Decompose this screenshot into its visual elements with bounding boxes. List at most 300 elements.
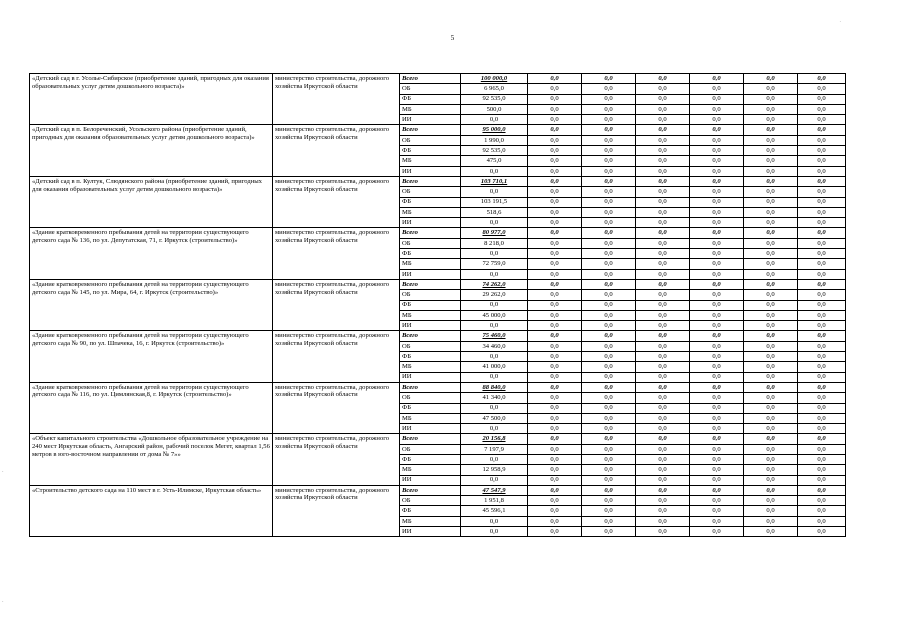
- amount-cell: 0,0: [798, 176, 846, 186]
- amount-cell: 0,0: [744, 393, 798, 403]
- amount-cell: 0,0: [461, 475, 528, 485]
- amount-cell: 0,0: [744, 475, 798, 485]
- amount-cell: 0,0: [690, 84, 744, 94]
- amount-cell: 0,0: [528, 321, 582, 331]
- amount-cell: 0,0: [690, 197, 744, 207]
- amount-cell: 0,0: [528, 352, 582, 362]
- amount-cell: 0,0: [528, 465, 582, 475]
- amount-cell: 0,0: [582, 279, 636, 289]
- amount-cell: 0,0: [798, 413, 846, 423]
- amount-cell: 0,0: [528, 279, 582, 289]
- amount-cell: 0,0: [798, 74, 846, 84]
- amount-cell: 0,0: [690, 527, 744, 537]
- amount-cell: 475,0: [461, 156, 528, 166]
- amount-cell: 0,0: [690, 393, 744, 403]
- amount-cell: 0,0: [744, 413, 798, 423]
- amount-cell: 0,0: [798, 516, 846, 526]
- table-row: [30, 382, 846, 392]
- amount-cell: 0,0: [798, 454, 846, 464]
- amount-cell: 0,0: [744, 187, 798, 197]
- amount-cell: 0,0: [744, 434, 798, 444]
- amount-cell: 0,0: [798, 506, 846, 516]
- amount-cell: 0,0: [798, 104, 846, 114]
- amount-cell: 0,0: [744, 74, 798, 84]
- amount-cell: 0,0: [690, 207, 744, 217]
- amount-cell: 0,0: [636, 506, 690, 516]
- amount-cell: 0,0: [690, 516, 744, 526]
- amount-cell: 8 218,0: [461, 238, 528, 248]
- amount-cell: 0,0: [690, 104, 744, 114]
- amount-cell: 0,0: [528, 84, 582, 94]
- amount-cell: 0,0: [636, 238, 690, 248]
- amount-cell: 0,0: [582, 187, 636, 197]
- amount-cell: 0,0: [636, 156, 690, 166]
- funding-source-cell: Всего: [400, 382, 461, 392]
- funding-table-body: [30, 74, 846, 537]
- amount-cell: 0,0: [690, 300, 744, 310]
- amount-cell: 0,0: [690, 424, 744, 434]
- amount-cell: 0,0: [582, 135, 636, 145]
- scan-mark: ·: [2, 470, 4, 475]
- amount-cell: 95 000,0: [461, 125, 528, 135]
- amount-cell: 0,0: [636, 84, 690, 94]
- amount-cell: 80 977,0: [461, 228, 528, 238]
- amount-cell: 0,0: [636, 413, 690, 423]
- amount-cell: 0,0: [582, 382, 636, 392]
- amount-cell: 0,0: [744, 382, 798, 392]
- amount-cell: 92 535,0: [461, 146, 528, 156]
- table-row: [30, 485, 846, 495]
- amount-cell: 0,0: [744, 454, 798, 464]
- amount-cell: 0,0: [636, 146, 690, 156]
- amount-cell: 0,0: [744, 146, 798, 156]
- amount-cell: 0,0: [690, 74, 744, 84]
- amount-cell: 0,0: [461, 166, 528, 176]
- amount-cell: 0,0: [798, 393, 846, 403]
- amount-cell: 0,0: [798, 434, 846, 444]
- amount-cell: 0,0: [636, 104, 690, 114]
- amount-cell: 0,0: [582, 166, 636, 176]
- amount-cell: 0,0: [582, 84, 636, 94]
- amount-cell: 1 951,8: [461, 496, 528, 506]
- amount-cell: 0,0: [798, 362, 846, 372]
- amount-cell: 0,0: [528, 135, 582, 145]
- funding-source-cell: Всего: [400, 176, 461, 186]
- amount-cell: 0,0: [744, 372, 798, 382]
- amount-cell: 0,0: [690, 362, 744, 372]
- amount-cell: 0,0: [582, 403, 636, 413]
- amount-cell: 0,0: [690, 382, 744, 392]
- amount-cell: 6 965,0: [461, 84, 528, 94]
- amount-cell: 0,0: [528, 94, 582, 104]
- amount-cell: 0,0: [636, 310, 690, 320]
- amount-cell: 0,0: [798, 465, 846, 475]
- amount-cell: 0,0: [798, 527, 846, 537]
- funding-source-cell: Всего: [400, 485, 461, 495]
- amount-cell: 0,0: [582, 74, 636, 84]
- amount-cell: 0,0: [461, 352, 528, 362]
- amount-cell: 0,0: [690, 475, 744, 485]
- amount-cell: 0,0: [744, 362, 798, 372]
- amount-cell: 500,0: [461, 104, 528, 114]
- amount-cell: 0,0: [690, 485, 744, 495]
- amount-cell: 0,0: [798, 228, 846, 238]
- amount-cell: 0,0: [636, 135, 690, 145]
- funding-source-cell: ФБ: [400, 197, 461, 207]
- object-name-cell: «Строительство детского сада на 110 мест в г. Усть-Илимске, Иркутская область»: [30, 485, 273, 536]
- amount-cell: 0,0: [528, 516, 582, 526]
- amount-cell: 0,0: [690, 372, 744, 382]
- amount-cell: 0,0: [690, 465, 744, 475]
- funding-source-cell: ОБ: [400, 290, 461, 300]
- amount-cell: 0,0: [744, 269, 798, 279]
- funding-source-cell: ФБ: [400, 403, 461, 413]
- scan-mark: ·: [839, 20, 841, 25]
- amount-cell: 0,0: [582, 516, 636, 526]
- funding-source-cell: ФБ: [400, 352, 461, 362]
- table-row: [30, 331, 846, 341]
- amount-cell: 0,0: [744, 125, 798, 135]
- amount-cell: 0,0: [582, 115, 636, 125]
- amount-cell: 0,0: [461, 454, 528, 464]
- responsible-cell: министерство строительства, дорожного хозяйства Иркутской области: [273, 434, 400, 485]
- amount-cell: 0,0: [636, 403, 690, 413]
- scan-mark: ·: [2, 600, 4, 605]
- amount-cell: 0,0: [528, 300, 582, 310]
- amount-cell: 0,0: [798, 115, 846, 125]
- amount-cell: 0,0: [528, 197, 582, 207]
- amount-cell: 0,0: [636, 341, 690, 351]
- amount-cell: 0,0: [690, 187, 744, 197]
- amount-cell: 0,0: [461, 249, 528, 259]
- amount-cell: 0,0: [798, 424, 846, 434]
- amount-cell: 0,0: [461, 527, 528, 537]
- responsible-cell: министерство строительства, дорожного хозяйства Иркутской области: [273, 74, 400, 125]
- amount-cell: 0,0: [744, 527, 798, 537]
- amount-cell: 0,0: [798, 331, 846, 341]
- amount-cell: 0,0: [744, 207, 798, 217]
- amount-cell: 0,0: [582, 362, 636, 372]
- amount-cell: 12 958,9: [461, 465, 528, 475]
- funding-source-cell: ОБ: [400, 84, 461, 94]
- amount-cell: 103 191,5: [461, 197, 528, 207]
- funding-source-cell: ИИ: [400, 475, 461, 485]
- funding-source-cell: ИИ: [400, 115, 461, 125]
- amount-cell: 0,0: [690, 454, 744, 464]
- amount-cell: 0,0: [690, 496, 744, 506]
- amount-cell: 0,0: [582, 475, 636, 485]
- amount-cell: 0,0: [461, 372, 528, 382]
- funding-source-cell: ОБ: [400, 444, 461, 454]
- amount-cell: 0,0: [582, 290, 636, 300]
- funding-source-cell: МБ: [400, 465, 461, 475]
- amount-cell: 0,0: [798, 156, 846, 166]
- amount-cell: 0,0: [636, 290, 690, 300]
- amount-cell: 0,0: [744, 135, 798, 145]
- amount-cell: 0,0: [528, 207, 582, 217]
- funding-source-cell: ИИ: [400, 527, 461, 537]
- amount-cell: 0,0: [528, 176, 582, 186]
- amount-cell: 0,0: [744, 94, 798, 104]
- amount-cell: 0,0: [636, 259, 690, 269]
- amount-cell: 0,0: [528, 382, 582, 392]
- amount-cell: 0,0: [528, 506, 582, 516]
- amount-cell: 0,0: [744, 485, 798, 495]
- amount-cell: 0,0: [636, 516, 690, 526]
- responsible-cell: министерство строительства, дорожного хозяйства Иркутской области: [273, 279, 400, 330]
- funding-source-cell: ИИ: [400, 218, 461, 228]
- amount-cell: 0,0: [798, 496, 846, 506]
- amount-cell: 0,0: [744, 166, 798, 176]
- amount-cell: 0,0: [690, 238, 744, 248]
- amount-cell: 0,0: [461, 424, 528, 434]
- funding-source-cell: ИИ: [400, 166, 461, 176]
- funding-source-cell: ОБ: [400, 341, 461, 351]
- amount-cell: 0,0: [744, 115, 798, 125]
- amount-cell: 0,0: [461, 187, 528, 197]
- amount-cell: 0,0: [744, 516, 798, 526]
- amount-cell: 0,0: [528, 104, 582, 114]
- amount-cell: 7 197,9: [461, 444, 528, 454]
- amount-cell: 0,0: [636, 434, 690, 444]
- amount-cell: 0,0: [690, 434, 744, 444]
- funding-source-cell: МБ: [400, 259, 461, 269]
- amount-cell: 0,0: [744, 156, 798, 166]
- amount-cell: 0,0: [690, 259, 744, 269]
- amount-cell: 0,0: [744, 259, 798, 269]
- amount-cell: 0,0: [744, 197, 798, 207]
- amount-cell: 0,0: [582, 249, 636, 259]
- amount-cell: 0,0: [690, 269, 744, 279]
- amount-cell: 0,0: [744, 290, 798, 300]
- amount-cell: 0,0: [690, 176, 744, 186]
- funding-source-cell: ОБ: [400, 496, 461, 506]
- amount-cell: 0,0: [636, 279, 690, 289]
- object-name-cell: «Здание кратковременного пребывания детей на территории существующего детского сада № 145, по ул. Мира, 64, г. Иркутск (строительство)»: [30, 279, 273, 330]
- amount-cell: 47 547,9: [461, 485, 528, 495]
- amount-cell: 0,0: [582, 393, 636, 403]
- amount-cell: 0,0: [798, 269, 846, 279]
- object-name-cell: «Здание кратковременного пребывания детей на территории существующего детского сада № 136, по ул. Депутатская, 71, г. Иркутск (строительство)»: [30, 228, 273, 279]
- amount-cell: 0,0: [528, 156, 582, 166]
- amount-cell: 0,0: [744, 104, 798, 114]
- amount-cell: 29 262,0: [461, 290, 528, 300]
- amount-cell: 0,0: [528, 238, 582, 248]
- amount-cell: 0,0: [528, 125, 582, 135]
- amount-cell: 75 460,0: [461, 331, 528, 341]
- amount-cell: 0,0: [798, 218, 846, 228]
- amount-cell: 0,0: [582, 496, 636, 506]
- funding-source-cell: ИИ: [400, 321, 461, 331]
- amount-cell: 0,0: [528, 485, 582, 495]
- amount-cell: 103 710,1: [461, 176, 528, 186]
- amount-cell: 0,0: [528, 393, 582, 403]
- amount-cell: 0,0: [798, 238, 846, 248]
- amount-cell: 0,0: [528, 187, 582, 197]
- amount-cell: 74 262,0: [461, 279, 528, 289]
- amount-cell: 0,0: [798, 321, 846, 331]
- amount-cell: 41 000,0: [461, 362, 528, 372]
- responsible-cell: министерство строительства, дорожного хозяйства Иркутской области: [273, 176, 400, 227]
- amount-cell: 0,0: [690, 94, 744, 104]
- funding-source-cell: ФБ: [400, 506, 461, 516]
- amount-cell: 0,0: [744, 506, 798, 516]
- funding-source-cell: МБ: [400, 413, 461, 423]
- amount-cell: 0,0: [798, 146, 846, 156]
- amount-cell: 0,0: [528, 331, 582, 341]
- amount-cell: 0,0: [636, 166, 690, 176]
- amount-cell: 0,0: [636, 444, 690, 454]
- amount-cell: 0,0: [636, 94, 690, 104]
- amount-cell: 0,0: [690, 403, 744, 413]
- amount-cell: 0,0: [690, 279, 744, 289]
- amount-cell: 0,0: [528, 115, 582, 125]
- funding-source-cell: МБ: [400, 156, 461, 166]
- amount-cell: 0,0: [528, 259, 582, 269]
- amount-cell: 0,0: [582, 352, 636, 362]
- object-name-cell: «Объект капитального строительства «Дошкольное образовательное учреждение на 240 мест Иркутская область, Ангарский район, рабочий поселок Мегет, квартал 1,56 метров в юго-восточном направлении от дома № 7»»: [30, 434, 273, 485]
- object-name-cell: «Детский сад в г. Усолье-Сибирское (приобретение зданий, пригодных для оказания образовательных услуг детям дошкольного возраста)»: [30, 74, 273, 125]
- amount-cell: 0,0: [582, 156, 636, 166]
- amount-cell: 0,0: [636, 249, 690, 259]
- table-row: [30, 74, 846, 84]
- amount-cell: 0,0: [582, 321, 636, 331]
- amount-cell: 0,0: [582, 146, 636, 156]
- amount-cell: 0,0: [582, 300, 636, 310]
- amount-cell: 0,0: [582, 310, 636, 320]
- amount-cell: 0,0: [528, 74, 582, 84]
- amount-cell: 0,0: [798, 197, 846, 207]
- amount-cell: 72 759,0: [461, 259, 528, 269]
- amount-cell: 0,0: [798, 403, 846, 413]
- amount-cell: 0,0: [636, 393, 690, 403]
- funding-source-cell: ФБ: [400, 146, 461, 156]
- amount-cell: 0,0: [582, 228, 636, 238]
- amount-cell: 0,0: [636, 228, 690, 238]
- amount-cell: 0,0: [528, 228, 582, 238]
- amount-cell: 0,0: [636, 176, 690, 186]
- amount-cell: 0,0: [690, 218, 744, 228]
- object-name-cell: «Детский сад в п. Култук, Слюдянского района (приобретение зданий, пригодных для оказания образовательных услуг детям дошкольного возраста)»: [30, 176, 273, 227]
- amount-cell: 0,0: [744, 321, 798, 331]
- funding-source-cell: Всего: [400, 74, 461, 84]
- amount-cell: 0,0: [798, 249, 846, 259]
- amount-cell: 0,0: [582, 341, 636, 351]
- amount-cell: 0,0: [582, 465, 636, 475]
- amount-cell: 0,0: [636, 424, 690, 434]
- amount-cell: 0,0: [690, 146, 744, 156]
- funding-source-cell: МБ: [400, 310, 461, 320]
- funding-source-cell: ОБ: [400, 135, 461, 145]
- funding-source-cell: Всего: [400, 279, 461, 289]
- amount-cell: 0,0: [582, 444, 636, 454]
- amount-cell: 0,0: [636, 321, 690, 331]
- funding-source-cell: МБ: [400, 516, 461, 526]
- amount-cell: 0,0: [798, 259, 846, 269]
- amount-cell: 0,0: [690, 135, 744, 145]
- amount-cell: 0,0: [798, 300, 846, 310]
- amount-cell: 0,0: [528, 290, 582, 300]
- funding-source-cell: МБ: [400, 207, 461, 217]
- funding-source-cell: ИИ: [400, 424, 461, 434]
- funding-source-cell: Всего: [400, 434, 461, 444]
- amount-cell: 0,0: [582, 176, 636, 186]
- amount-cell: 0,0: [528, 166, 582, 176]
- amount-cell: 0,0: [636, 207, 690, 217]
- amount-cell: 0,0: [528, 403, 582, 413]
- amount-cell: 0,0: [582, 218, 636, 228]
- responsible-cell: министерство строительства, дорожного хозяйства Иркутской области: [273, 331, 400, 382]
- funding-source-cell: ОБ: [400, 187, 461, 197]
- amount-cell: 0,0: [582, 454, 636, 464]
- amount-cell: 0,0: [798, 372, 846, 382]
- amount-cell: 0,0: [744, 465, 798, 475]
- amount-cell: 0,0: [744, 403, 798, 413]
- amount-cell: 0,0: [582, 238, 636, 248]
- amount-cell: 518,6: [461, 207, 528, 217]
- amount-cell: 0,0: [744, 496, 798, 506]
- table-row: [30, 434, 846, 444]
- amount-cell: 0,0: [798, 135, 846, 145]
- amount-cell: 0,0: [528, 269, 582, 279]
- amount-cell: 0,0: [744, 310, 798, 320]
- amount-cell: 0,0: [636, 115, 690, 125]
- amount-cell: 0,0: [528, 424, 582, 434]
- amount-cell: 0,0: [636, 475, 690, 485]
- amount-cell: 0,0: [461, 403, 528, 413]
- amount-cell: 0,0: [744, 228, 798, 238]
- amount-cell: 1 990,0: [461, 135, 528, 145]
- amount-cell: 0,0: [528, 413, 582, 423]
- funding-source-cell: ФБ: [400, 249, 461, 259]
- funding-source-cell: МБ: [400, 104, 461, 114]
- amount-cell: 0,0: [690, 166, 744, 176]
- amount-cell: 0,0: [798, 84, 846, 94]
- table-row: [30, 228, 846, 238]
- amount-cell: 0,0: [798, 444, 846, 454]
- amount-cell: 0,0: [582, 197, 636, 207]
- amount-cell: 45 000,0: [461, 310, 528, 320]
- funding-table: [29, 73, 846, 537]
- amount-cell: 0,0: [528, 527, 582, 537]
- amount-cell: 0,0: [744, 300, 798, 310]
- amount-cell: 0,0: [798, 310, 846, 320]
- amount-cell: 0,0: [690, 290, 744, 300]
- funding-source-cell: ОБ: [400, 393, 461, 403]
- amount-cell: 0,0: [744, 341, 798, 351]
- responsible-cell: министерство строительства, дорожного хозяйства Иркутской области: [273, 228, 400, 279]
- amount-cell: 0,0: [528, 496, 582, 506]
- amount-cell: 0,0: [798, 125, 846, 135]
- amount-cell: 0,0: [636, 269, 690, 279]
- amount-cell: 41 340,0: [461, 393, 528, 403]
- amount-cell: 0,0: [744, 176, 798, 186]
- funding-source-cell: Всего: [400, 125, 461, 135]
- amount-cell: 0,0: [528, 362, 582, 372]
- amount-cell: 0,0: [744, 249, 798, 259]
- amount-cell: 0,0: [690, 444, 744, 454]
- amount-cell: 0,0: [528, 310, 582, 320]
- amount-cell: 0,0: [528, 146, 582, 156]
- amount-cell: 0,0: [528, 372, 582, 382]
- amount-cell: 0,0: [636, 382, 690, 392]
- object-name-cell: «Здание кратковременного пребывания детей на территории существующего детского сада № 90, по ул. Шпачека, 16, г. Иркутск (строительство)»: [30, 331, 273, 382]
- amount-cell: 0,0: [528, 454, 582, 464]
- amount-cell: 34 460,0: [461, 341, 528, 351]
- amount-cell: 0,0: [690, 321, 744, 331]
- amount-cell: 0,0: [636, 187, 690, 197]
- amount-cell: 0,0: [744, 84, 798, 94]
